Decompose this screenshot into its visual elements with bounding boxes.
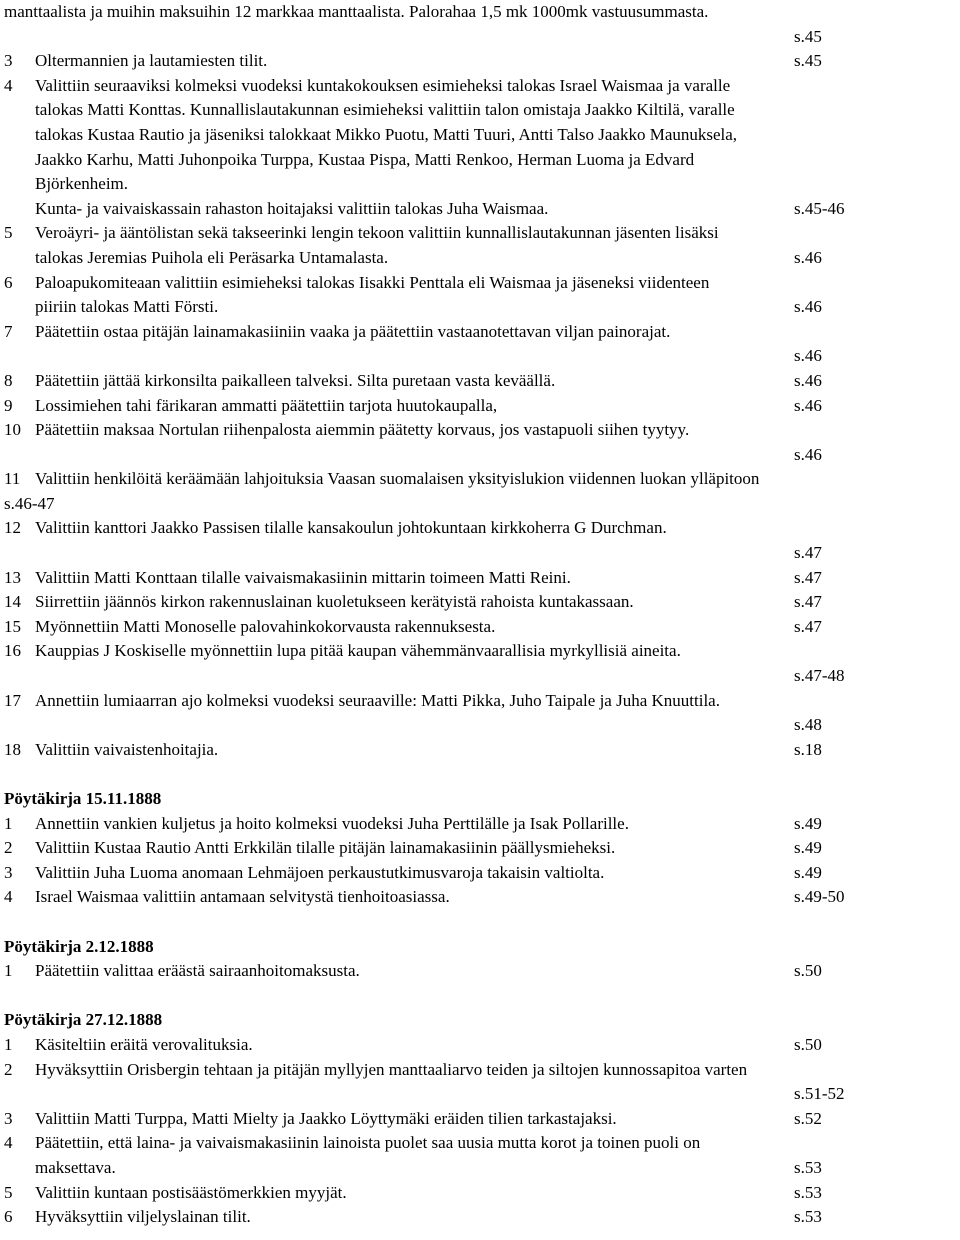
page-ref: s.46	[794, 297, 822, 317]
page-ref: s.18	[794, 739, 822, 759]
list-item	[4, 689, 958, 714]
item-text: Valittiin Matti Turppa, Matti Mielty ja Jaakko Löyttymäki eräiden tilien tarkastajaksi.	[35, 1108, 617, 1128]
item-number: 9	[4, 395, 13, 415]
item-text: Israel Waismaa valittiin antamaan selvitystä tienhoitoasiassa.	[35, 887, 450, 907]
text-line	[4, 123, 958, 148]
page-ref: s.47	[794, 592, 822, 612]
page-ref: s.49	[794, 862, 822, 882]
list-item	[4, 959, 958, 984]
list-item	[4, 74, 958, 99]
list-item	[4, 836, 958, 861]
item-number: 4	[4, 887, 13, 907]
item-text: Päätettiin maksaa Nortulan riihenpalosta aiemmin päätetty korvaus, jos vastapuoli siihen tyytyy.	[35, 420, 690, 440]
text-line	[4, 148, 958, 173]
item-number: 1	[4, 961, 13, 981]
page-ref: s.47	[794, 543, 822, 563]
text-line	[4, 197, 958, 222]
text-line	[4, 246, 958, 271]
text-line	[4, 713, 958, 738]
page-ref: s.51-52	[794, 1084, 845, 1104]
section-heading: Pöytäkirja 15.11.1888	[4, 789, 162, 808]
item-number: 16	[4, 641, 21, 661]
text-line	[4, 344, 958, 369]
item-text: Päätettiin, että laina- ja vaivaismakasiinin lainoista puolet saa uusia mutta korot ja toinen puoli on	[35, 1133, 701, 1153]
item-number: 3	[4, 862, 13, 882]
item-text: maksettava.	[35, 1157, 116, 1177]
list-item	[4, 221, 958, 246]
list-item	[4, 516, 958, 541]
spacer	[4, 910, 958, 935]
text-line	[4, 664, 958, 689]
item-text: Päätettiin ostaa pitäjän lainamakasiiniin vaaka ja päätettiin vastaanotettavan viljan painorajat.	[35, 321, 671, 341]
item-number: 3	[4, 1108, 13, 1128]
text-line	[4, 1156, 958, 1181]
list-item	[4, 861, 958, 886]
list-item	[4, 1205, 958, 1230]
list-item	[4, 566, 958, 591]
item-number: 5	[4, 1182, 13, 1202]
item-text: Jaakko Karhu, Matti Juhonpoika Turppa, Kustaa Pispa, Matti Renkoo, Herman Luoma ja Edvard	[35, 149, 695, 169]
line-text: manttaalista ja muihin maksuihin 12 markkaa manttaalista. Palorahaa 1,5 mk 1000mk vastuusummasta.	[4, 2, 709, 21]
page-ref: s.47-48	[794, 666, 845, 686]
item-text: Valittiin henkilöitä keräämään lahjoituksia Vaasan suomalaisen yksityislukion viidennen luokan ylläpitoon	[35, 469, 760, 489]
item-text: Annettiin vankien kuljetus ja hoito kolmeksi vuodeksi Juha Perttilälle ja Isak Pollarille.	[35, 813, 629, 833]
item-text: Valittiin Matti Konttaan tilalle vaivaismakasiinin mittarin toimeen Matti Reini.	[35, 567, 571, 587]
item-text: Hyväksyttiin Orisbergin tehtaan ja pitäjän myllyjen manttaaliarvo teiden ja siltojen kunnossapitoa varten	[35, 1059, 748, 1079]
page-ref: s.45	[794, 51, 822, 71]
page-ref: s.53	[794, 1157, 822, 1177]
page-ref: s.45-46	[794, 198, 845, 218]
list-item	[4, 738, 958, 763]
item-text: Päätettiin jättää kirkonsilta paikalleen talveksi. Silta puretaan vasta keväällä.	[35, 370, 556, 390]
item-number: 1	[4, 813, 13, 833]
list-item	[4, 467, 958, 492]
list-item	[4, 320, 958, 345]
text-line	[4, 492, 958, 517]
list-item	[4, 1131, 958, 1156]
item-text: Veroäyri- ja ääntölistan sekä takseerinki lengin tekoon valittiin kunnallislautakunnan jäsenten lisäksi	[35, 223, 719, 243]
page-ref: s.46	[794, 247, 822, 267]
item-text: Valittiin seuraaviksi kolmeksi vuodeksi kuntakokouksen esimieheksi talokas Israel Waismaa ja varalle	[35, 75, 731, 95]
text-line	[4, 172, 958, 197]
text-line	[4, 1082, 958, 1107]
page-ref: s.50	[794, 961, 822, 981]
list-item	[4, 639, 958, 664]
spacer	[4, 984, 958, 1009]
list-item	[4, 418, 958, 443]
item-number: 15	[4, 616, 21, 636]
page-ref: s.46	[794, 346, 822, 366]
page-ref: s.46	[794, 370, 822, 390]
page-ref: s.49	[794, 838, 822, 858]
item-number: 11	[4, 469, 21, 489]
item-text: Björkenheim.	[35, 174, 129, 194]
page-ref: s.47	[794, 567, 822, 587]
item-text: Hyväksyttiin viljelyslainan tilit.	[35, 1207, 251, 1227]
item-number: 10	[4, 420, 21, 440]
page-ref: s.49-50	[794, 887, 845, 907]
list-item	[4, 1107, 958, 1132]
item-text: piiriin talokas Matti Försti.	[35, 297, 219, 317]
page-ref: s.49	[794, 813, 822, 833]
item-number: 4	[4, 75, 13, 95]
section-heading: Pöytäkirja 2.12.1888	[4, 936, 154, 956]
item-number: 5	[4, 223, 13, 243]
page-ref: s.48	[794, 715, 822, 735]
list-item	[4, 1181, 958, 1206]
list-item	[4, 615, 958, 640]
item-text: Siirrettiin jäännös kirkon rakennuslainan kuoletukseen kerätyistä rahoista kuntakassaan.	[35, 592, 634, 612]
page-ref: s.53	[794, 1182, 822, 1202]
item-number: 18	[4, 739, 21, 759]
list-item	[4, 812, 958, 837]
item-number: 2	[4, 838, 13, 858]
text-line	[4, 295, 958, 320]
text-line	[4, 98, 958, 123]
section-heading: Pöytäkirja 27.12.1888	[4, 1010, 163, 1030]
list-item	[4, 394, 958, 419]
page-ref: s.46	[794, 444, 822, 464]
item-number: 13	[4, 567, 21, 587]
document-page	[4, 0, 958, 1230]
page-ref: s.45	[794, 26, 822, 46]
item-text: talokas Jeremias Puihola eli Peräsarka Untamalasta.	[35, 247, 389, 267]
list-item	[4, 271, 958, 296]
page-ref: s.53	[794, 1207, 822, 1227]
item-text: Myönnettiin Matti Monoselle palovahinkokorvausta rakennuksesta.	[35, 616, 496, 636]
item-text: Valittiin Juha Luoma anomaan Lehmäjoen perkaustutkimusvaroja takaisin valtiolta.	[35, 862, 605, 882]
item-number: 6	[4, 1207, 13, 1227]
list-item	[4, 369, 958, 394]
page-ref: s.46	[794, 395, 822, 415]
list-item	[4, 590, 958, 615]
item-number: 1	[4, 1034, 13, 1054]
item-number: 3	[4, 51, 13, 71]
list-item	[4, 49, 958, 74]
item-text: Kauppias J Koskiselle myönnettiin lupa pitää kaupan vähemmänvaarallisia myrkyllisiä aineita.	[35, 641, 681, 661]
page-ref: s.46-47	[4, 493, 55, 513]
text-line	[4, 25, 958, 50]
text-line	[4, 0, 958, 25]
item-text: talokas Matti Konttas. Kunnallislautakunnan esimieheksi valittiin talon omistaja Jaakko Kiltilä, varalle	[35, 100, 735, 120]
page-ref: s.52	[794, 1108, 822, 1128]
item-text: Lossimiehen tahi färikaran ammatti päätettiin tarjota huutokaupalla,	[35, 395, 498, 415]
text-line	[4, 541, 958, 566]
item-text: Annettiin lumiaarran ajo kolmeksi vuodeksi seuraaville: Matti Pikka, Juho Taipale ja Juha Knuuttila.	[35, 690, 720, 710]
item-number: 8	[4, 370, 13, 390]
list-item	[4, 1058, 958, 1083]
item-number: 17	[4, 690, 21, 710]
item-text: Käsiteltiin eräitä verovalituksia.	[35, 1034, 253, 1054]
item-text: Paloapukomiteaan valittiin esimieheksi talokas Iisakki Penttala eli Waismaa ja jäseneksi viidenteen	[35, 272, 710, 292]
list-item	[4, 885, 958, 910]
item-number: 2	[4, 1059, 13, 1079]
item-text: Kunta- ja vaivaiskassain rahaston hoitajaksi valittiin talokas Juha Waismaa.	[35, 198, 549, 218]
item-number: 14	[4, 592, 21, 612]
page-ref: s.47	[794, 616, 822, 636]
item-number: 6	[4, 272, 13, 292]
item-text: talokas Kustaa Rautio ja jäseniksi talokkaat Mikko Puotu, Matti Tuuri, Antti Talso Jaakko Maunuksela,	[35, 124, 738, 144]
page-ref: s.50	[794, 1034, 822, 1054]
item-text: Päätettiin valittaa eräästä sairaanhoitomaksusta.	[35, 961, 360, 981]
item-text: Oltermannien ja lautamiesten tilit.	[35, 51, 268, 71]
item-number: 4	[4, 1133, 13, 1153]
list-item	[4, 1033, 958, 1058]
text-line	[4, 443, 958, 468]
item-number: 12	[4, 518, 21, 538]
item-number: 7	[4, 321, 13, 341]
spacer	[4, 762, 958, 787]
item-text: Valittiin Kustaa Rautio Antti Erkkilän tilalle pitäjän lainamakasiinin päällysmieheksi.	[35, 838, 616, 858]
item-text: Valittiin vaivaistenhoitajia.	[35, 739, 219, 759]
item-text: Valittiin kanttori Jaakko Passisen tilalle kansakoulun johtokuntaan kirkkoherra G Durchman.	[35, 518, 667, 538]
item-text: Valittiin kuntaan postisäästömerkkien myyjät.	[35, 1182, 347, 1202]
